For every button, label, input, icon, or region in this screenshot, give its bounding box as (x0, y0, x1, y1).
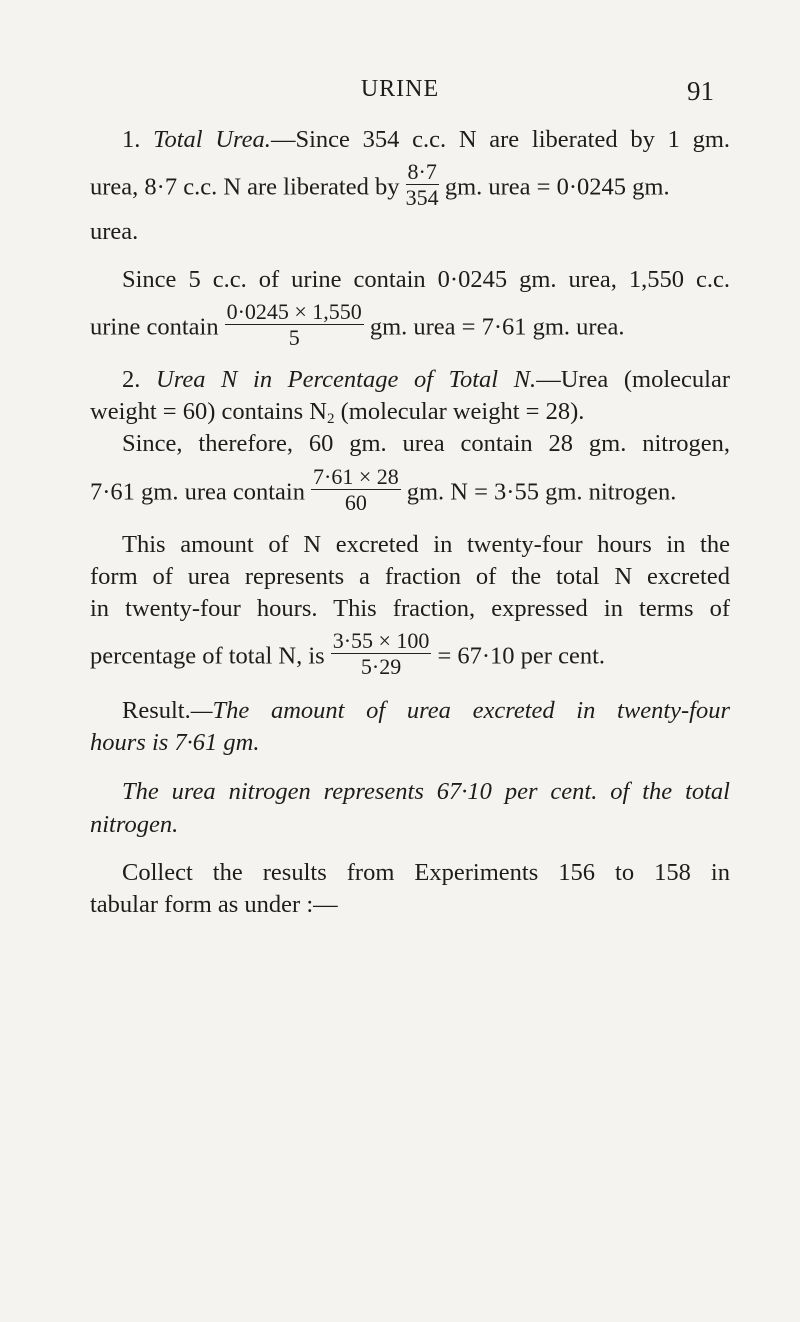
section2-line4 (90, 464, 730, 518)
fraction (225, 301, 364, 349)
section1-line5 (90, 299, 730, 353)
section-number: 2. (122, 366, 156, 393)
result-text: —The amount of urea excreted in twenty-four (190, 697, 730, 724)
result-label: Result. (122, 697, 191, 724)
equation-result: = 67·10 per cent. (437, 642, 606, 670)
section2-line5: This amount of N excreted in twenty-four hours in the (122, 531, 730, 558)
equation-text: urea, 8·7 c.c. N are liberated by (90, 173, 400, 201)
fraction (406, 161, 439, 209)
equation-text: percentage of total N, is (90, 642, 325, 670)
fraction-denominator: 5 (225, 324, 364, 349)
section1-line2 (90, 159, 730, 213)
section2-line1 (122, 365, 730, 395)
result-line4 (90, 810, 730, 840)
closing-line1: Collect the results from Experiments 156 to 158 in (122, 859, 730, 886)
line-text: weight = 60) contains N (90, 398, 327, 425)
section2-line6: form of urea represents a fraction of the total N excreted (90, 563, 730, 590)
section1-line3: urea. (90, 218, 139, 245)
equation-text: 7·61 gm. urea contain (90, 478, 305, 506)
result-text: hours is 7·61 gm. (90, 729, 260, 756)
section-text: —Since 354 c.c. N are liberated by 1 gm. (270, 126, 731, 153)
line-text: (molecular weight = 28). (334, 398, 585, 425)
fraction-numerator: 3·55 × 100 (332, 628, 430, 653)
section2-line2 (90, 397, 730, 427)
section-number: 1. (122, 126, 154, 153)
section-title: Total Urea. (153, 126, 271, 153)
equation-result: gm. N = 3·55 gm. nitrogen. (406, 478, 677, 506)
section-title: Urea N in Percentage of Total N. (156, 366, 537, 393)
section1-line1 (122, 125, 730, 155)
fraction-numerator: 0·0245 × 1,550 (226, 299, 362, 324)
equation-result: gm. urea = 7·61 gm. urea. (369, 313, 625, 341)
fraction (331, 630, 432, 678)
section2-line7: in twenty-four hours. This fraction, expressed in terms of (90, 595, 730, 622)
section2-line8 (90, 628, 730, 682)
fraction-numerator: 7·61 × 28 (313, 464, 399, 489)
section1-line4: Since 5 c.c. of urine contain 0·0245 gm. urea, 1,550 c.c. (122, 266, 730, 293)
equation-text: urine contain (90, 313, 219, 341)
section2-line3: Since, therefore, 60 gm. urea contain 28 gm. nitrogen, (122, 430, 730, 457)
fraction-denominator: 5·29 (331, 653, 432, 678)
fraction-denominator: 354 (405, 185, 439, 210)
result-line1 (122, 696, 730, 726)
subscript: 2 (327, 411, 335, 427)
fraction-denominator: 60 (311, 489, 401, 514)
page-number: 91 (687, 76, 714, 106)
running-title: URINE (360, 76, 440, 102)
result-line2 (90, 728, 730, 758)
fraction (311, 466, 401, 514)
equation-result: gm. urea = 0·0245 gm. (444, 173, 670, 201)
result-line3 (122, 777, 730, 807)
result-text: The urea nitrogen represents 67·10 per cent. of the total (122, 778, 730, 805)
result-text: nitrogen. (90, 811, 179, 838)
section-text: —Urea (molecular (536, 366, 731, 393)
fraction-numerator: 8·7 (407, 159, 437, 184)
closing-line2: tabular form as under :— (90, 891, 338, 918)
page-header (0, 76, 800, 110)
